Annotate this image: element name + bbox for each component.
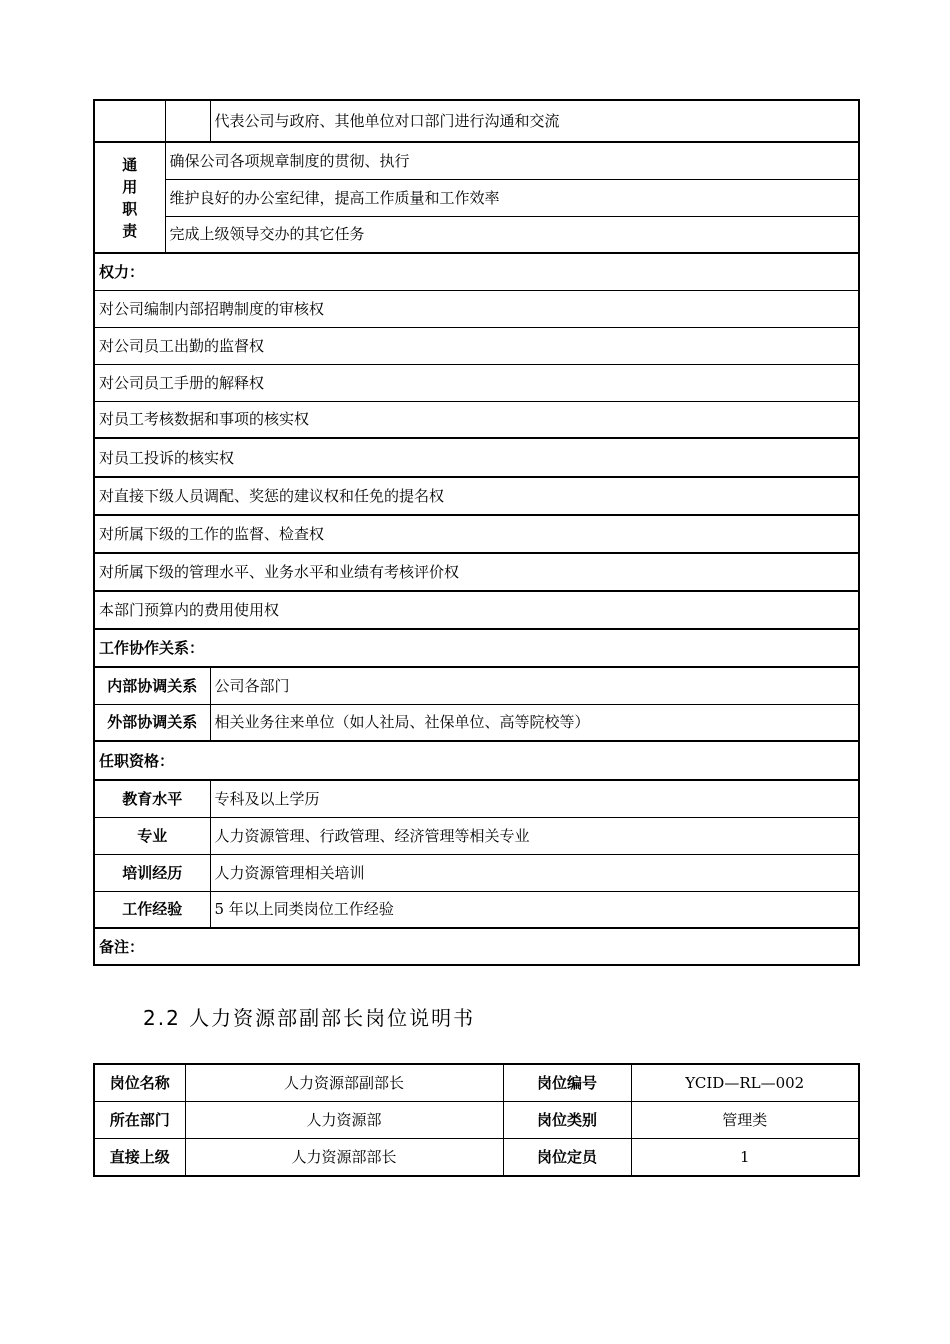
authority-item: 对员工考核数据和事项的核实权 xyxy=(94,401,859,438)
authority-item: 对直接下级人员调配、奖惩的建议权和任免的提名权 xyxy=(94,477,859,515)
table-row xyxy=(94,253,859,290)
section-title: 2.2 人力资源部副部长岗位说明书 xyxy=(143,1006,476,1030)
qualification-label: 教育水平 xyxy=(94,780,210,817)
relation-value: 公司各部门 xyxy=(210,667,859,704)
qualification-label: 培训经历 xyxy=(94,854,210,891)
authority-item: 对公司编制内部招聘制度的审核权 xyxy=(94,290,859,327)
table-row xyxy=(94,704,859,741)
table-row xyxy=(94,290,859,327)
relation-label: 内部协调关系 xyxy=(94,667,210,704)
info-value: 管理类 xyxy=(631,1102,859,1139)
info-label: 所在部门 xyxy=(94,1102,185,1139)
info-value: 人力资源部部长 xyxy=(185,1139,503,1177)
general-duties-label: 通 用 职 责 xyxy=(94,142,165,253)
relation-value: 相关业务往来单位（如人社局、社保单位、高等院校等） xyxy=(210,704,859,741)
table-row xyxy=(94,100,859,142)
qualification-value: 人力资源管理相关培训 xyxy=(210,854,859,891)
authority-item: 本部门预算内的费用使用权 xyxy=(94,591,859,629)
qualifications-heading: 任职资格： xyxy=(94,741,859,780)
qualification-label: 专业 xyxy=(94,817,210,854)
table-row xyxy=(94,327,859,364)
qualification-value: 人力资源管理、行政管理、经济管理等相关专业 xyxy=(210,817,859,854)
empty-cell xyxy=(94,100,165,142)
table-row xyxy=(94,667,859,704)
info-label: 直接上级 xyxy=(94,1139,185,1177)
info-label: 岗位定员 xyxy=(503,1139,631,1177)
table-row xyxy=(94,553,859,591)
relation-label: 外部协调关系 xyxy=(94,704,210,741)
responsibility-item: 代表公司与政府、其他单位对口部门进行沟通和交流 xyxy=(210,100,859,142)
table-row xyxy=(94,438,859,477)
job-description-table xyxy=(93,99,860,966)
authority-item: 对公司员工手册的解释权 xyxy=(94,364,859,401)
remarks-heading: 备注： xyxy=(94,928,859,965)
relations-heading: 工作协作关系： xyxy=(94,629,859,667)
table-row xyxy=(94,401,859,438)
table-row xyxy=(94,928,859,965)
info-value: 人力资源部副部长 xyxy=(185,1064,503,1102)
info-value: YCID—RL—002 xyxy=(631,1064,859,1102)
qualification-label: 工作经验 xyxy=(94,891,210,928)
empty-cell xyxy=(165,100,210,142)
table-row xyxy=(94,741,859,780)
info-value: 1 xyxy=(631,1139,859,1177)
authority-item: 对所属下级的管理水平、业务水平和业绩有考核评价权 xyxy=(94,553,859,591)
info-label: 岗位名称 xyxy=(94,1064,185,1102)
table-row xyxy=(94,629,859,667)
qualification-value: 5 年以上同类岗位工作经验 xyxy=(210,891,859,928)
table-row xyxy=(94,1064,859,1102)
info-label: 岗位类别 xyxy=(503,1102,631,1139)
authority-item: 对员工投诉的核实权 xyxy=(94,438,859,477)
table-row xyxy=(94,891,859,928)
table-row xyxy=(94,216,859,253)
authority-item: 对公司员工出勤的监督权 xyxy=(94,327,859,364)
info-label: 岗位编号 xyxy=(503,1064,631,1102)
table-row xyxy=(94,854,859,891)
table-row xyxy=(94,1139,859,1177)
table-row xyxy=(94,179,859,216)
general-duty-item: 完成上级领导交办的其它任务 xyxy=(165,216,859,253)
authority-item: 对所属下级的工作的监督、检查权 xyxy=(94,515,859,553)
table-row xyxy=(94,817,859,854)
table-row xyxy=(94,1102,859,1139)
info-value: 人力资源部 xyxy=(185,1102,503,1139)
general-duty-item: 维护良好的办公室纪律，提高工作质量和工作效率 xyxy=(165,179,859,216)
table-row xyxy=(94,515,859,553)
table-row xyxy=(94,780,859,817)
general-duty-item: 确保公司各项规章制度的贯彻、执行 xyxy=(165,142,859,179)
table-row xyxy=(94,142,859,179)
position-info-table xyxy=(93,1063,860,1177)
qualification-value: 专科及以上学历 xyxy=(210,780,859,817)
table-row xyxy=(94,477,859,515)
table-row xyxy=(94,364,859,401)
table-row xyxy=(94,591,859,629)
authority-heading: 权力： xyxy=(94,253,859,290)
